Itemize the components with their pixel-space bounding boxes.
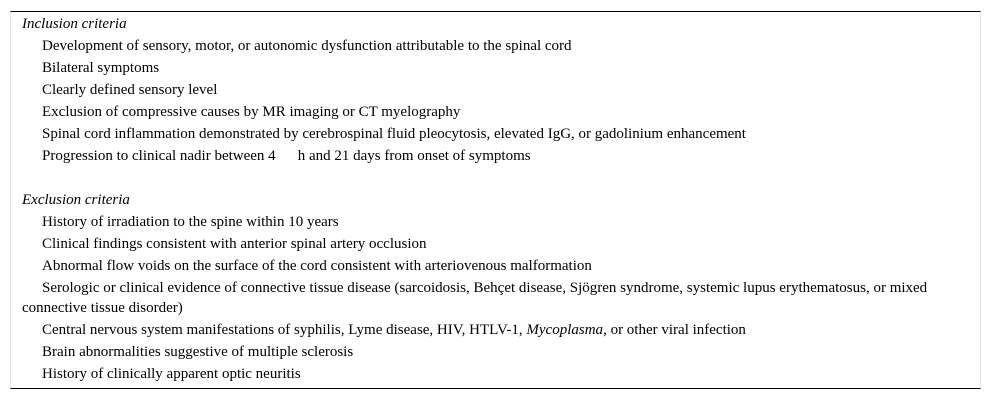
infection-text-start: Central nervous system manifestations of syphilis, Lyme disease, HIV, HTLV-1, (42, 322, 527, 338)
infection-text-end: , or other viral infection (603, 322, 746, 338)
inclusion-criteria-heading: Inclusion criteria (22, 16, 127, 32)
exclusion-item: History of clinically apparent optic neuritis (42, 366, 301, 382)
inclusion-item: Clearly defined sensory level (42, 82, 218, 98)
progression-text-end: h and 21 days from onset of symptoms (297, 148, 531, 164)
exclusion-item: History of irradiation to the spine within 10 years (42, 214, 339, 230)
criteria-table (10, 11, 981, 389)
exclusion-item: Abnormal flow voids on the surface of the cord consistent with arteriovenous malformation (42, 258, 592, 274)
exclusion-item: Clinical findings consistent with anterior spinal artery occlusion (42, 236, 427, 252)
inclusion-item: Bilateral symptoms (42, 60, 160, 76)
exclusion-item-infection (22, 319, 952, 341)
exclusion-item: Serologic or clinical evidence of connective tissue disease (sarcoidosis, Behçet disease, Sjögren syndrome, systemic lupus erythematosus, or mixed connective tissue disorder) (22, 280, 928, 316)
inclusion-item: Spinal cord inflammation demonstrated by cerebrospinal fluid pleocytosis, elevated IgG, or gadolinium enhancement (42, 126, 746, 142)
criteria-table-body (22, 13, 952, 385)
exclusion-item: Brain abnormalities suggestive of multiple sclerosis (42, 344, 354, 360)
inclusion-item-progression (22, 145, 952, 167)
section-spacer (22, 167, 952, 189)
exclusion-criteria-heading: Exclusion criteria (22, 192, 130, 208)
inclusion-item: Exclusion of compressive causes by MR imaging or CT myelography (42, 104, 461, 120)
progression-text-start: Progression to clinical nadir between 4 (42, 148, 276, 164)
infection-text-italic: Mycoplasma (526, 322, 604, 338)
inclusion-item: Development of sensory, motor, or autonomic dysfunction attributable to the spinal cord (42, 38, 572, 54)
